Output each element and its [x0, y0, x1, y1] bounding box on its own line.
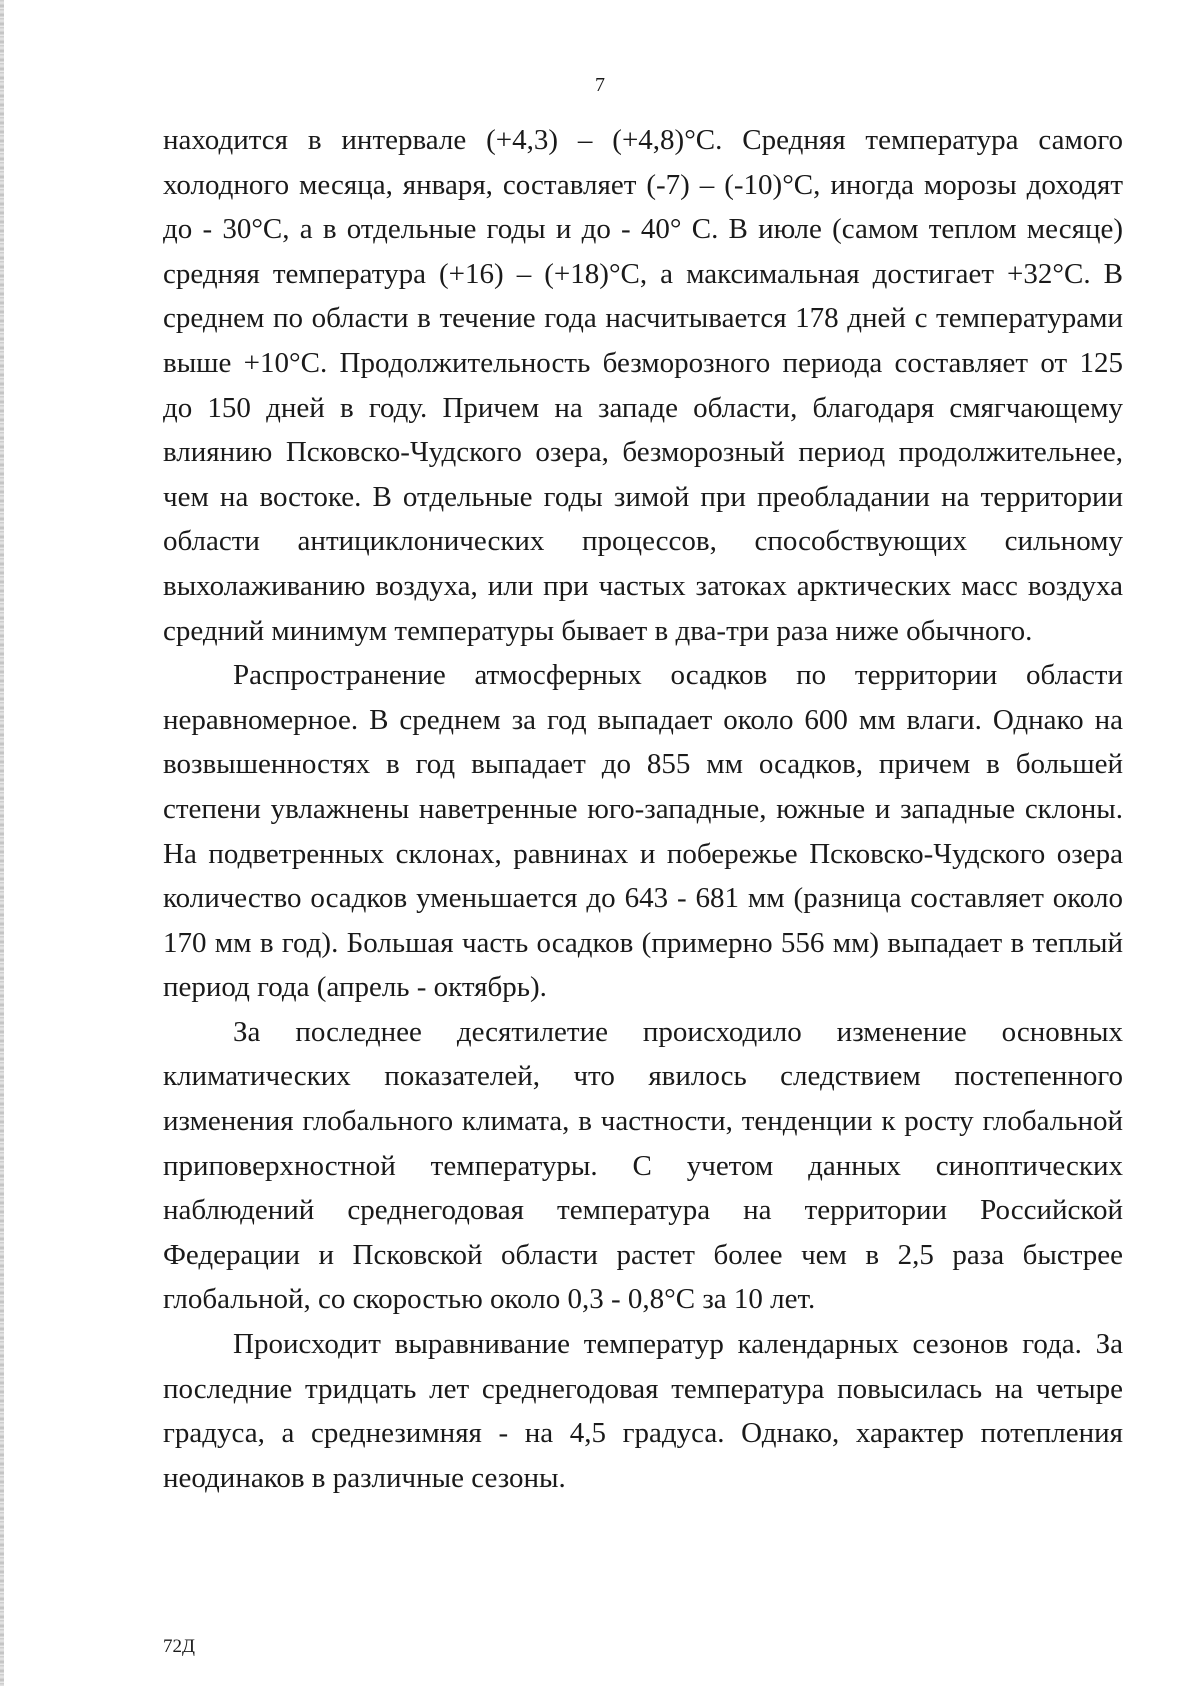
document-body — [163, 118, 1123, 1500]
footer-code: 72Д — [163, 1636, 195, 1657]
paragraph-climate-change: За последнее десятилетие происходило изменение основных климатических показателей, что явилось следствием постепенного изменения глобального климата, в частности, тенденции к росту глобальной приповерхностной температуры. С учетом данных синоптических наблюдений среднегодовая температура на территории Российской Федерации и Псковской области растет более чем в 2,5 раза быстрее глобальной, со скоростью около 0,3 - 0,8°С за 10 лет. — [163, 1015, 1123, 1316]
paragraph-temperature: находится в интервале (+4,3) – (+4,8)°С. Средняя температура самого холодного месяца, января, составляет (-7) – (-10)°С, иногда морозы доходят до - 30°С, а в отдельные годы и до - 40° С. В июле (самом теплом месяце) средняя температура (+16) – (+18)°С, а максимальная достигает +32°С. В среднем по области в течение года насчитывается 178 дней с температурами выше +10°С. Продолжительность безморозного периода составляет от 125 до 150 дней в году. Причем на западе области, благодаря смягчающему влиянию Псковско-Чудского озера, безморозный период продолжительнее, чем на востоке. В отдельные годы зимой при преобладании на территории области антициклонических процессов, способствующих сильному выхолаживанию воздуха, или при частых затоках арктических масс воздуха средний минимум температуры бывает в два-три раза ниже обычного. — [163, 124, 1123, 647]
paragraph-seasons: Происходит выравнивание температур календарных сезонов года. За последние тридцать лет среднегодовая температура повысилась на четыре градуса, а среднезимняя - на 4,5 градуса. Однако, характер потепления неодинаков в различные сезоны. — [163, 1328, 1123, 1494]
scan-edge — [0, 0, 4, 1686]
page-number: 7 — [595, 74, 605, 96]
paragraph-precipitation: Распространение атмосферных осадков по территории области неравномерное. В среднем за год выпадает около 600 мм влаги. Однако на возвышенностях в год выпадает до 855 мм осадков, причем в большей степени увлажнены наветренные юго-западные, южные и западные склоны. На подветренных склонах, равнинах и побережье Псковско-Чудского озера количество осадков уменьшается до 643 - 681 мм (разница составляет около 170 мм в год). Большая часть осадков (примерно 556 мм) выпадает в теплый период года (апрель - октябрь). — [163, 659, 1123, 1004]
